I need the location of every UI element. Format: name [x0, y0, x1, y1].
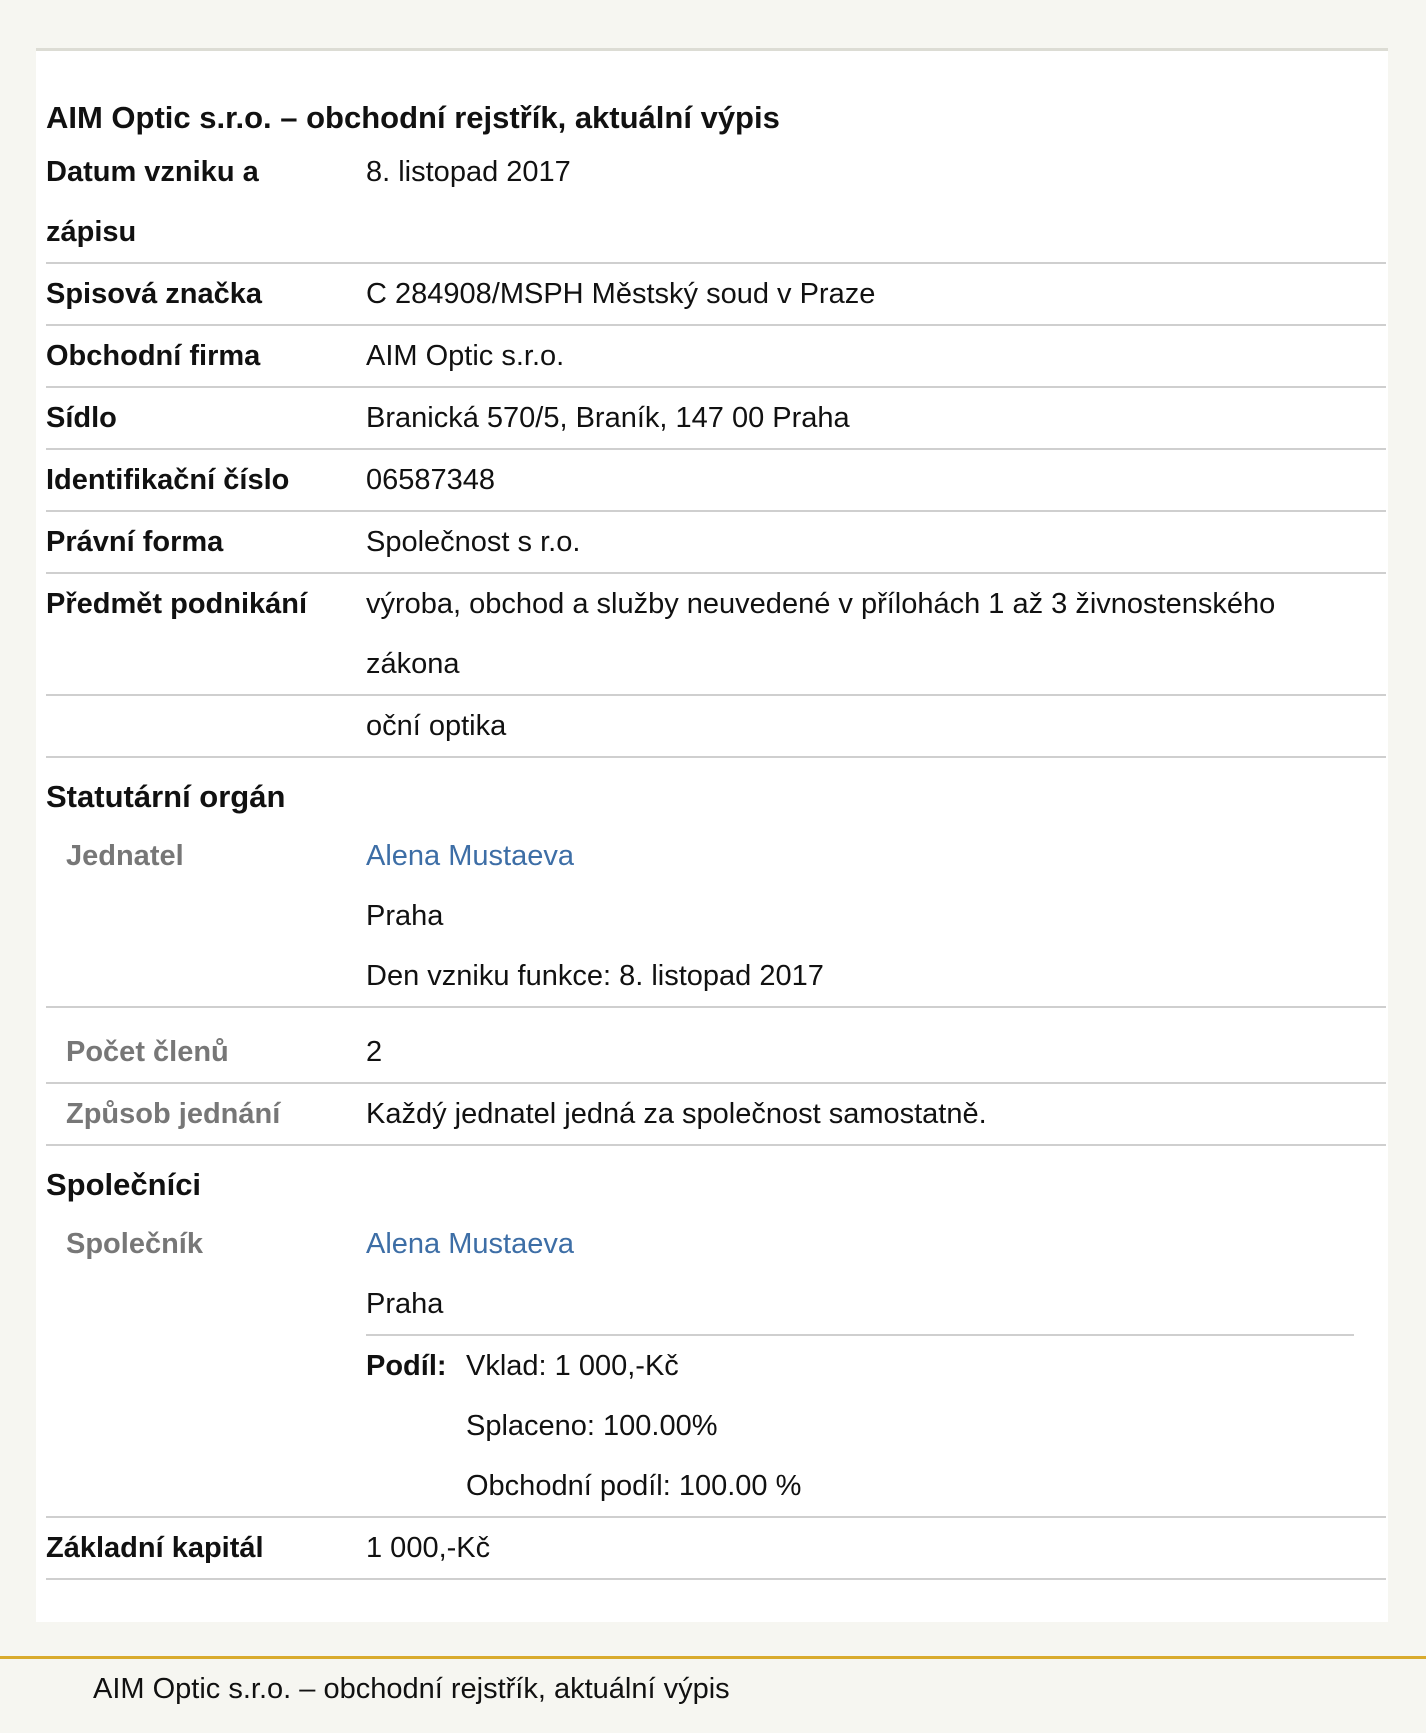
value-spisova-znacka: C 284908/MSPH Městský soud v Praze	[366, 263, 1386, 325]
label-sidlo: Sídlo	[46, 387, 366, 449]
value-obchodni-firma: AIM Optic s.r.o.	[366, 325, 1386, 387]
label-spisova-znacka: Spisová značka	[46, 263, 366, 325]
row-spisova-znacka	[46, 263, 1386, 325]
row-ic	[46, 449, 1386, 511]
podil-obchodni: Obchodní podíl: 100.00 %	[466, 1470, 802, 1502]
row-jednatel	[46, 826, 1386, 1007]
row-pravni-forma	[46, 511, 1386, 573]
value-predmet-2: oční optika	[366, 695, 1386, 757]
footer-text: AIM Optic s.r.o. – obchodní rejstřík, aktuální výpis	[93, 1673, 730, 1705]
spolecnik-name-link[interactable]: Alena Mustaeva	[366, 1228, 574, 1260]
row-obchodni-firma	[46, 325, 1386, 387]
podil-vklad: Vklad: 1 000,-Kč	[466, 1350, 679, 1382]
spolecnik-city: Praha	[366, 1288, 444, 1320]
value-zakladni-kapital: 1 000,-Kč	[366, 1517, 1386, 1579]
jednatel-name-link[interactable]: Alena Mustaeva	[366, 840, 574, 872]
jednatel-city: Praha	[366, 900, 444, 932]
value-zpusob-jednani: Každý jednatel jedná za společnost samostatně.	[366, 1083, 1386, 1145]
row-predmet-1	[46, 573, 1386, 695]
label-pocet-clenu: Počet členů	[46, 1007, 366, 1083]
label-datum-vzniku-line-1: Datum vzniku a	[46, 156, 259, 188]
row-datum-vzniku	[46, 142, 1386, 263]
value-pravni-forma: Společnost s r.o.	[366, 511, 1386, 573]
label-predmet: Předmět podnikání	[46, 573, 366, 695]
row-zpusob-jednani	[46, 1083, 1386, 1145]
label-spolecnik: Společník	[46, 1214, 366, 1517]
label-jednatel: Jednatel	[46, 826, 366, 1007]
row-spolecnik	[46, 1214, 1386, 1517]
label-zpusob-jednani: Způsob jednání	[46, 1083, 366, 1145]
podil-values	[466, 1336, 801, 1516]
label-datum-vzniku-line-2: zápisu	[46, 216, 137, 248]
value-predmet-1	[366, 573, 1386, 695]
heading-spolecnici: Společníci	[46, 1167, 202, 1202]
heading-statutarni: Statutární orgán	[46, 779, 286, 814]
register-card	[36, 48, 1388, 1622]
page-title: AIM Optic s.r.o. – obchodní rejstřík, aktuální výpis	[46, 100, 780, 135]
section-spolecnici	[46, 1145, 1386, 1214]
label-ic: Identifikační číslo	[46, 449, 366, 511]
label-zakladni-kapital: Základní kapitál	[46, 1517, 366, 1579]
value-pocet-clenu: 2	[366, 1007, 1386, 1083]
label-datum-vzniku	[46, 142, 366, 263]
row-zakladni-kapital	[46, 1517, 1386, 1579]
value-spolecnik	[366, 1214, 1386, 1517]
section-statutarni	[46, 757, 1386, 826]
label-obchodni-firma: Obchodní firma	[46, 325, 366, 387]
row-pocet-clenu	[46, 1007, 1386, 1083]
row-sidlo	[46, 387, 1386, 449]
podil-block	[366, 1334, 1354, 1516]
value-ic: 06587348	[366, 449, 1386, 511]
value-sidlo: Branická 570/5, Braník, 147 00 Praha	[366, 387, 1386, 449]
value-predmet-1-line-1: výroba, obchod a služby neuvedené v přílohách 1 až 3 živnostenského	[366, 588, 1276, 620]
register-table	[46, 142, 1386, 1580]
value-predmet-1-line-2: zákona	[366, 648, 460, 680]
footer	[0, 1656, 1426, 1733]
value-datum-vzniku: 8. listopad 2017	[366, 142, 1386, 263]
podil-label: Podíl:	[366, 1350, 447, 1382]
label-pravni-forma: Právní forma	[46, 511, 366, 573]
jednatel-since: Den vzniku funkce: 8. listopad 2017	[366, 960, 824, 992]
label-predmet-empty	[46, 695, 366, 757]
value-jednatel	[366, 826, 1386, 1007]
row-predmet-2	[46, 695, 1386, 757]
podil-splaceno: Splaceno: 100.00%	[466, 1410, 718, 1442]
